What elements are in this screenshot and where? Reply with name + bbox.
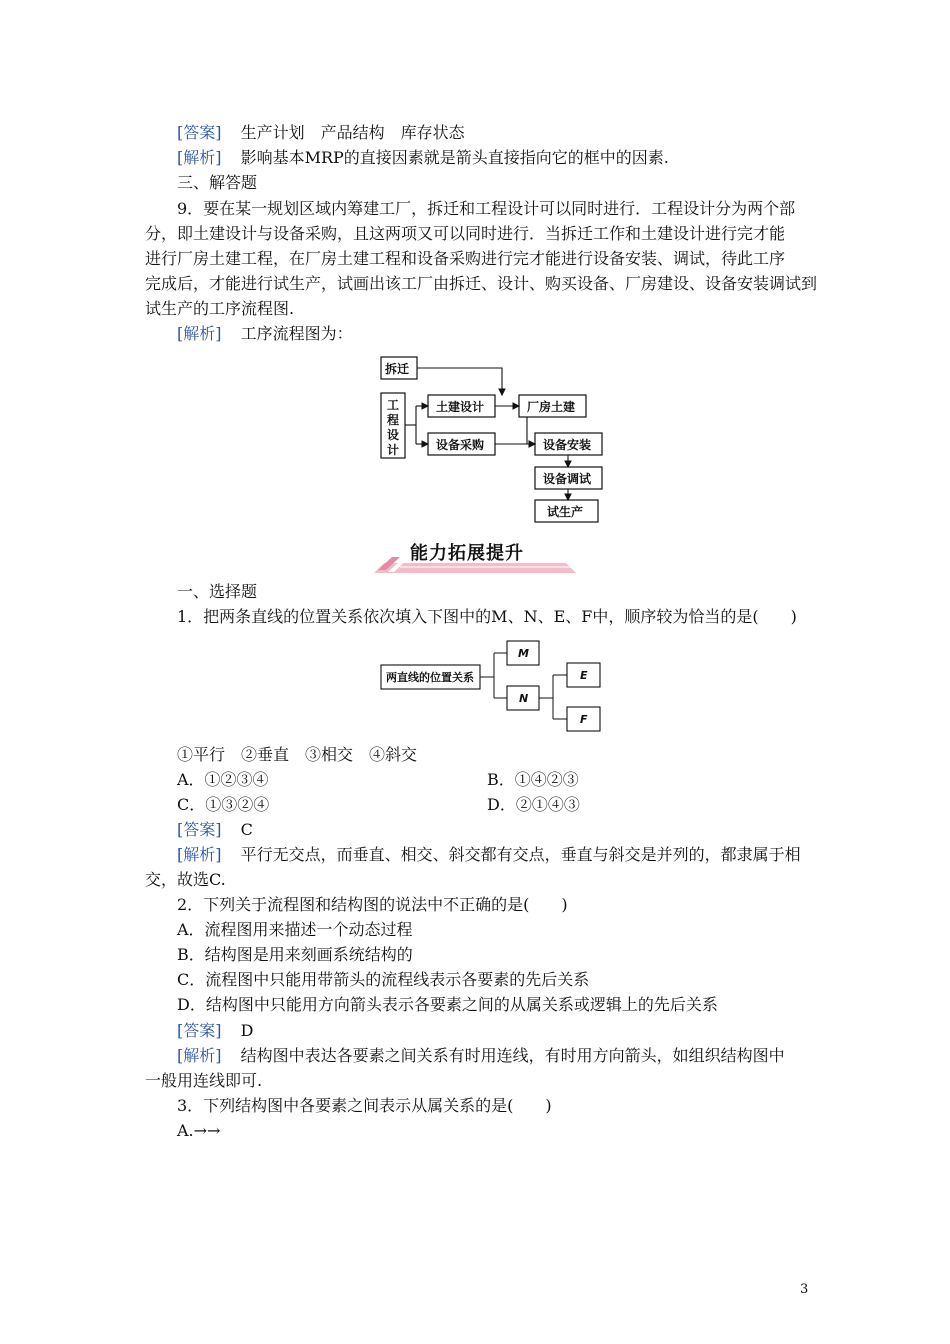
answer-tag: [答案] [177,123,222,142]
label-gongcheng-3: 设 [387,428,400,442]
answer-tag: [答案] [177,1021,222,1040]
q2-stem: 2．下列关于流程图和结构图的说法中不正确的是( ) [177,895,568,914]
q1-option-d: D．②①④③ [487,795,580,814]
label-chaiqian: 拆迁 [385,362,410,376]
answer-text: 生产计划 产品结构 库存状态 [240,123,465,142]
q1-items: ①平行 ②垂直 ③相交 ④斜交 [177,745,418,764]
analysis-line-top [177,147,669,169]
analysis-tag: [解析] [177,1046,222,1065]
q9-line-1: 9．要在某一规划区域内筹建工厂，拆迁和工程设计可以同时进行．工程设计分为两个部 [177,199,796,218]
analysis-text: 结构图中表达各要素之间关系有时用连线，有时用方向箭头，如组织结构图中 [240,1046,785,1065]
q1-analysis-line [177,844,801,866]
q2-option-a: A．流程图用来描述一个动态过程 [177,920,413,939]
label-changfang: 厂房土建 [527,400,576,414]
q1-answer-line [177,819,253,841]
q3-stem: 3．下列结构图中各要素之间表示从属关系的是( ) [177,1096,552,1115]
q9-analysis-line [177,323,353,345]
section-1-title: 一、选择题 [177,582,258,601]
answer-text: C [240,820,253,839]
q2-option-d: D．结构图中只能用方向箭头表示各要素之间的从属关系或逻辑上的先后关系 [177,995,718,1014]
q1-stem: 1．把两条直线的位置关系依次填入下图中的M、N、E、F中，顺序较为恰当的是( ) [177,607,797,626]
label-shebei-anzhuang: 设备安装 [543,438,592,452]
q1-analysis-line-2: 交，故选C. [145,870,226,889]
q9-line-4: 完成后，才能进行试生产，试画出该工厂由拆迁、设计、购买设备、厂房建设、设备安装调试到 [145,274,818,293]
banner-title: 能力拓展提升 [410,543,524,564]
label-m: M [518,647,529,660]
process-flowchart [370,350,620,530]
label-tujian-sheji: 土建设计 [436,400,485,414]
analysis-tag: [解析] [177,324,222,343]
q2-option-b: B．结构图是用来刻画系统结构的 [177,945,413,964]
q1-structure-diagram [375,635,610,735]
label-e: E [580,669,588,682]
label-gongcheng-4: 计 [387,443,400,457]
q9-line-3: 进行厂房土建工程，在厂房土建工程和设备采购进行完才能进行设备安装、调试，待此工序 [145,249,786,268]
q2-answer-line [177,1020,253,1042]
answer-line-top [177,122,465,144]
label-shishengchan: 试生产 [547,505,584,519]
answer-tag: [答案] [177,820,222,839]
label-n: N [519,692,529,705]
q2-analysis-line-2: 一般用连线即可. [145,1071,263,1090]
label-shebei-caigou: 设备采购 [436,438,485,452]
analysis-tag: [解析] [177,845,222,864]
label-shebei-tiaoshi: 设备调试 [543,472,592,486]
q1-option-a: A．①②③④ [177,770,269,789]
q2-option-c: C．流程图中只能用带箭头的流程线表示各要素的先后关系 [177,970,590,989]
analysis-text: 影响基本MRP的直接因素就是箭头直接指向它的框中的因素. [240,148,669,167]
q9-line-2: 分，即土建设计与设备采购，且这两项又可以同时进行．当拆迁工作和土建设计进行完才能 [145,224,786,243]
section-3-title: 三、解答题 [177,173,258,192]
analysis-tag: [解析] [177,148,222,167]
q9-line-5: 试生产的工序流程图. [145,299,295,318]
page-number: 3 [800,1282,809,1297]
label-f: F [580,713,588,726]
q3-option-a: A.→→ [177,1121,221,1140]
arrow-changfang-anzhuang [527,417,535,444]
q1-option-b: B．①④②③ [487,770,579,789]
label-root: 两直线的位置关系 [386,671,474,684]
answer-text: D [240,1021,254,1040]
q2-analysis-line [177,1045,785,1067]
analysis-text: 工序流程图为： [240,324,353,343]
analysis-text: 平行无交点，而垂直、相交、斜交都有交点，垂直与斜交是并列的，都隶属于相 [240,845,801,864]
label-gongcheng-2: 程 [387,413,400,427]
q1-option-c: C．①③②④ [177,795,270,814]
arrow-chaiqian-changfang [417,368,502,395]
label-gongcheng-1: 工 [387,398,400,412]
